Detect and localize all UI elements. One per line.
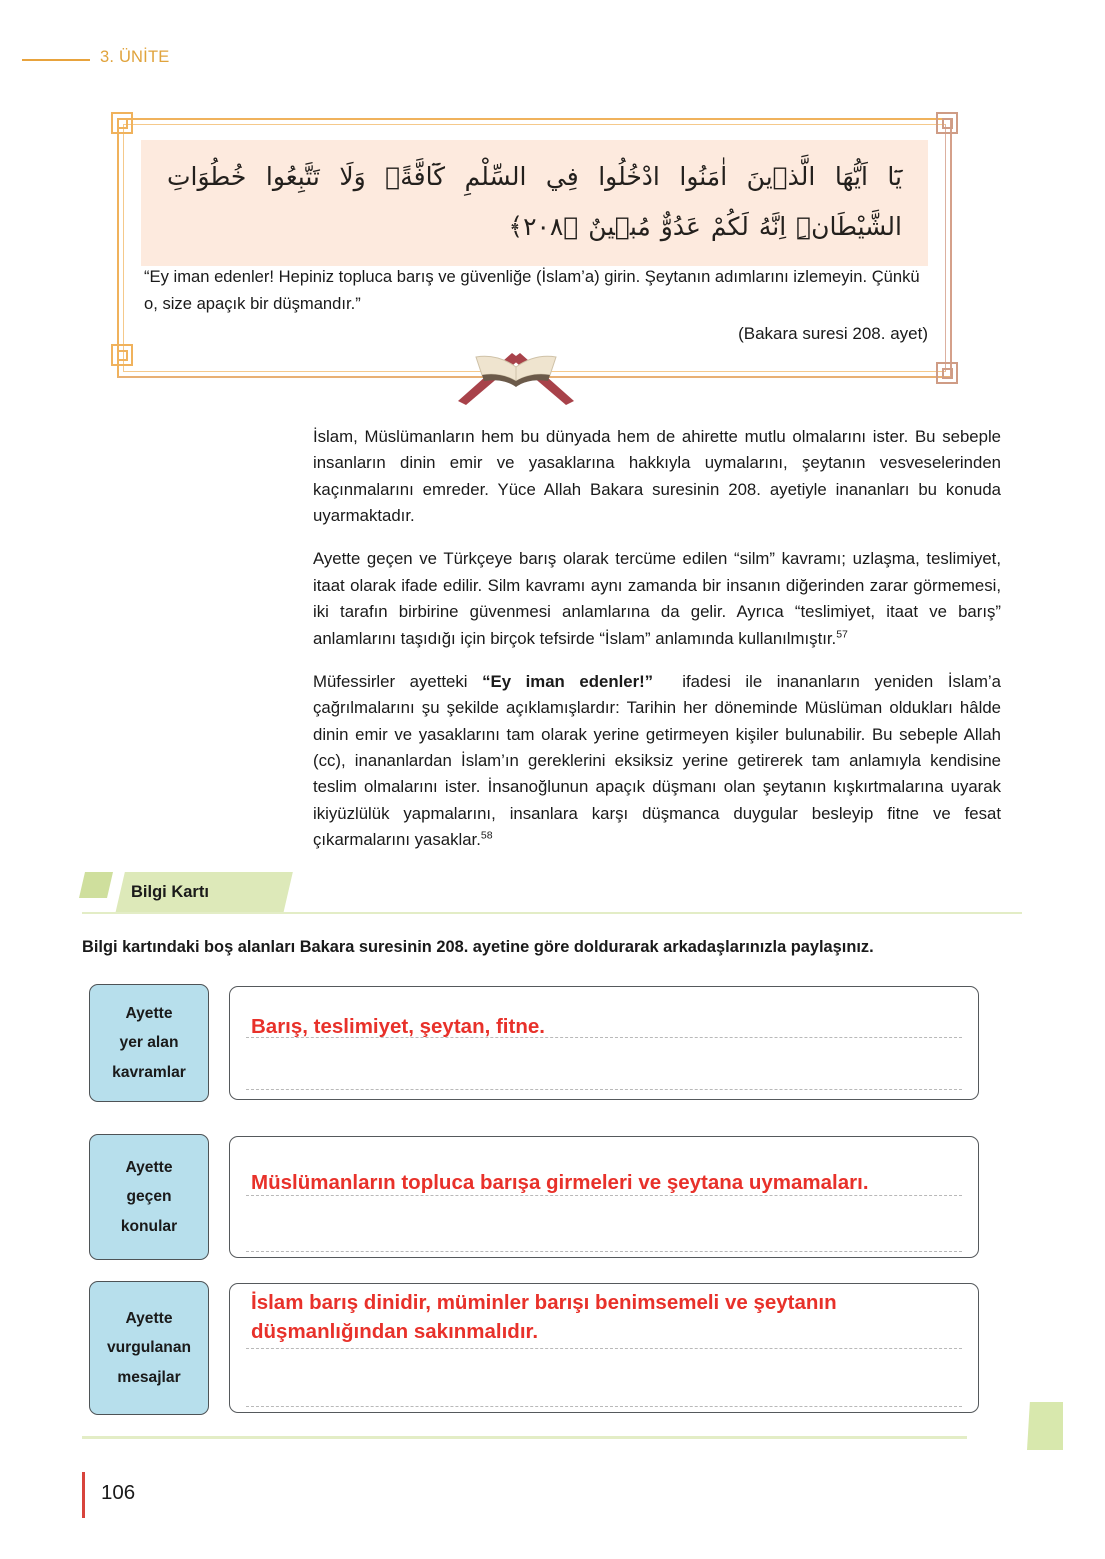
bilgi-karti-tag (89, 984, 209, 1102)
body-paragraph-1: İslam, Müslümanların hem bu dünyada hem de ahirette mutlu olmalarını ister. Bu sebeple insanların dinin emir ve yasaklarına hakkıyla uymalarını, şeytanın vesveselerinden kaçınmalarını emreder. Yüce Allah Bakara suresinin 208. ayetiyle inananları bu konuda uyarmaktadır. (313, 427, 1001, 526)
bilgi-karti-tag (89, 1134, 209, 1260)
bilgi-karti-tab-label: Bilgi Kartı (131, 883, 209, 901)
frame-corner-bottom-left-icon (111, 344, 151, 384)
bilgi-karti-tag-line: Ayette (125, 1158, 173, 1176)
bilgi-karti-tag (89, 1281, 209, 1415)
page-header (0, 44, 1105, 70)
writing-dashed-line (246, 1251, 962, 1252)
bilgi-karti-tag-line: konular (120, 1217, 178, 1235)
body-paragraph-2: Ayette geçen ve Türkçeye barış olarak tercüme edilen “silm” kavramı; uzlaşma, teslimiyet, itaat olarak ifade edilir. Silm kavramı aynı zamanda bir insanın diğerinden zarar görmemesi, iki tarafın birbirine güvenmesi anlamlarına da gelir. Ayrıca “teslimiyet, itaat ve barış” anlamlarını taşıdığı için birçok tefsirde “İslam” anlamında kullanılmıştır.$^{57}$ (313, 549, 1001, 648)
page-number: 106 (101, 1481, 136, 1504)
bilgi-karti-tag-line: mesajlar (117, 1368, 181, 1386)
bilgi-karti-answer-text: Müslümanların topluca barışa girmeleri ve şeytana uymamaları. (251, 1171, 869, 1194)
bilgi-karti-instruction: Bilgi kartındaki boş alanları Bakara suresinin 208. ayetine göre doldurarak arkadaşlarınızla paylaşınız. (82, 938, 874, 956)
arabic-verse-text: يَٓا اَيُّهَا الَّذ۪ينَ اٰمَنُوا ادْخُلُوا فِي السِّلْمِ كَٓافَّةًۖ وَلَا تَتَّبِعُوا خُطُوَاتِ الشَّيْطَانِۜ اِنَّهُ لَكُمْ عَدُوٌّ مُب۪ينٌ ﴿٢٠٨﴾ (167, 162, 902, 241)
bilgi-karti-tag-line: yer alan (119, 1034, 179, 1052)
writing-dashed-line (246, 1406, 962, 1407)
body-paragraph-3: Müfessirler ayetteki “Ey iman edenler!” ifadesi ile inananların yeniden İslam’a çağrılmalarını şu şekilde açıklamışlardır: Tarihin her döneminde Müslüman oldukları hâlde dinin emir ve yasaklarını tam olarak yerine getirmeyen kişiler bulunabilir. Bu sebeple Allah (cc), inananlardan İslam’ın gereklerini eksiksiz yerine getirerek tam anlamıyla kendisine teslim olmalarını ister. İnsanoğlunun apaçık düşmanı olan şeytanın kışkırtmalarına uyarak ikiyüzlülük yapmalarını, insanlara karşı düşmanca duygular besleyip fitne ve fesat çıkarmalarını yasaklar.$^{58}$ (313, 671, 1001, 850)
ayet-translation: “Ey iman edenler! Hepiniz topluca barış ve güvenliğe (İslam’a) girin. Şeytanın adımlarını izlemeyin. Çünkü o, size apaçık bir düşmandır.” (144, 267, 920, 313)
bilgi-karti-tag-line: Ayette (125, 1309, 173, 1327)
bilgi-karti-answer-text: İslam barış dinidir, müminler barışı benimsemeli ve şeytanın düşmanlığından sakınmalıdır. (251, 1291, 837, 1344)
bilgi-karti-underline (82, 912, 1022, 914)
bilgi-karti-answer-box[interactable] (229, 986, 979, 1100)
bilgi-karti-tag-line: Ayette (125, 1004, 173, 1022)
bilgi-karti-answer-text: Barış, teslimiyet, şeytan, fitne. (251, 1015, 545, 1038)
bilgi-karti-section-header (82, 872, 1022, 914)
unit-label: 3. ÜNİTE (100, 47, 170, 66)
page-number-accent-rule (82, 1472, 85, 1518)
footer-rule (82, 1436, 967, 1439)
header-rule (22, 59, 90, 61)
bilgi-karti-tag-line: vurgulanan (106, 1339, 192, 1357)
writing-dashed-line (246, 1348, 962, 1349)
arabic-verse-band (141, 140, 928, 266)
bilgi-karti-tag-line: kavramlar (112, 1063, 186, 1081)
ayet-frame (111, 112, 958, 384)
bilgi-karti-tag-line: geçen (126, 1188, 172, 1206)
main-text-column (313, 424, 1001, 853)
frame-corner-bottom-right-icon (918, 344, 958, 384)
bilgi-karti-accent-square (79, 872, 113, 898)
ayet-source-reference: (Bakara suresi 208. ayet) (738, 324, 928, 343)
footer-corner-decoration (1027, 1402, 1063, 1450)
writing-dashed-line (246, 1089, 962, 1090)
open-quran-illustration (452, 345, 580, 405)
